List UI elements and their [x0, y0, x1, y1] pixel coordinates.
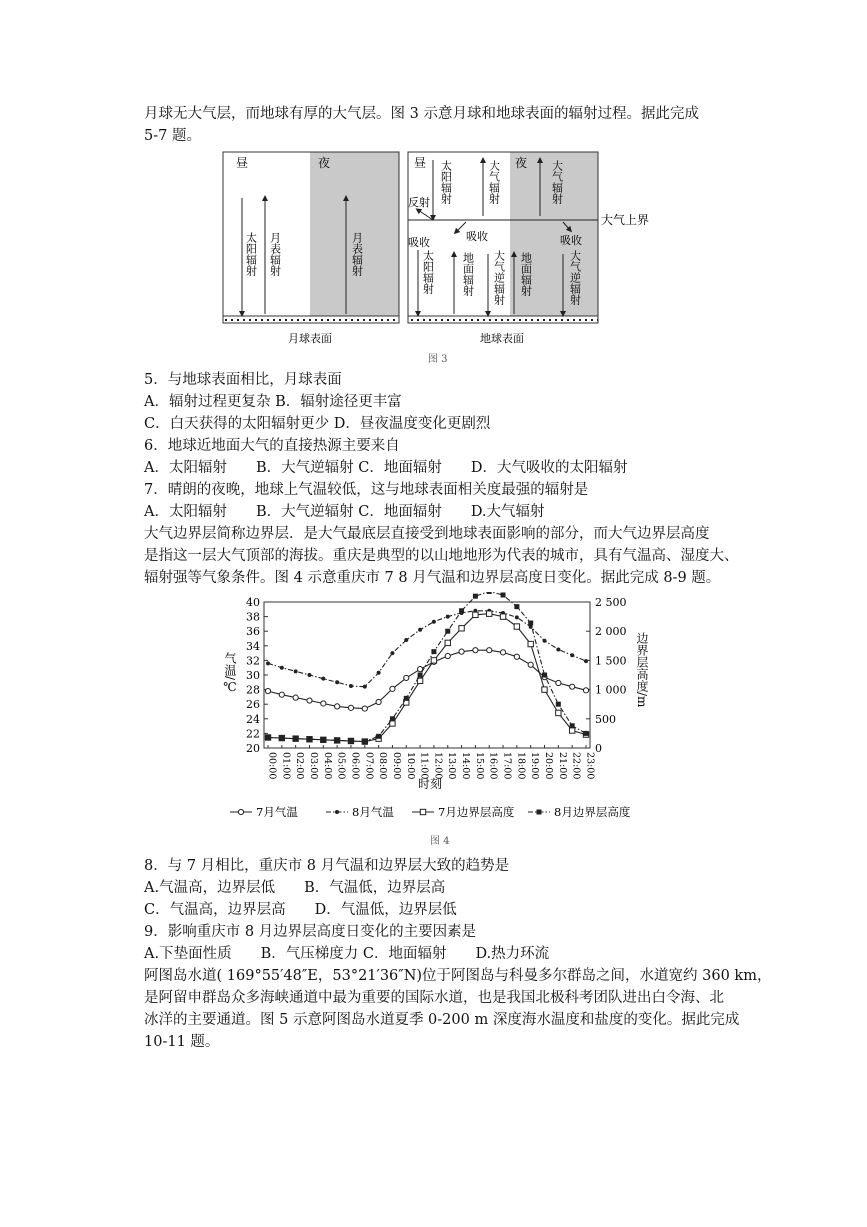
y-tick-label: 34: [246, 639, 260, 653]
series-line-2: [268, 614, 586, 742]
y2-tick-label: 1 500: [595, 654, 627, 668]
data-point: [500, 650, 505, 655]
y-tick-label: 24: [246, 712, 260, 726]
x-tick-label: 23:00: [584, 752, 596, 780]
y-tick-label: 38: [246, 610, 260, 624]
data-point: [377, 671, 381, 675]
y-tick-label: 28: [246, 683, 260, 697]
y-tick-label: 40: [246, 596, 260, 609]
data-point: [390, 651, 394, 655]
data-point: [390, 686, 395, 691]
data-point: [431, 658, 436, 663]
figure-3-radiation-diagram: [218, 150, 658, 365]
solar-low-label: 太阳辐射: [421, 250, 435, 294]
data-point: [556, 680, 561, 685]
data-point: [404, 675, 409, 680]
x-tick-label: 20:00: [543, 752, 555, 780]
question-9-options: A.下垫面性质 B．气压梯度力 C．地面辐射 D.热力环流: [144, 946, 550, 962]
question-5-options-ab: A．辐射过程更复杂 B．辐射途径更丰富: [144, 394, 402, 410]
x-tick-label: 19:00: [529, 752, 541, 780]
data-point: [307, 673, 311, 677]
data-point: [459, 626, 464, 631]
reflect-label: 反射: [408, 196, 430, 209]
x-axis-label: 时刻: [418, 777, 443, 791]
data-point: [473, 612, 478, 617]
data-point: [335, 738, 340, 743]
x-tick-label: 16:00: [487, 752, 499, 780]
figure-4-line-chart: [222, 592, 662, 850]
data-point: [362, 706, 367, 711]
moon-surface-rad-night-label: 月表辐射: [350, 232, 364, 276]
data-point: [459, 608, 464, 613]
data-point: [570, 653, 574, 657]
data-point: [487, 648, 492, 653]
data-point: [528, 662, 533, 667]
x-tick-label: 15:00: [473, 752, 485, 780]
data-point: [514, 604, 519, 609]
figure-4-caption: 图 4: [430, 836, 450, 847]
atm-top-label: 大气上界: [601, 213, 650, 227]
x-tick-label: 02:00: [294, 752, 306, 780]
question-7-options: A．太阳辐射 B．大气逆辐射 C．地面辐射 D.大气辐射: [144, 504, 545, 520]
data-point: [500, 614, 505, 619]
absorb-label-2: 吸收: [466, 230, 488, 243]
plot-frame: [264, 602, 590, 748]
legend-label: 8月边界层高度: [554, 805, 631, 819]
y-axis-label: 气温/℃: [223, 652, 237, 695]
legend-label: 7月气温: [256, 805, 298, 819]
counter-day-label: 大气逆辐射: [492, 250, 506, 305]
earth-atm-rad-night-label: 大气辐射: [550, 160, 564, 204]
data-point: [266, 661, 270, 665]
data-point: [265, 688, 270, 693]
data-point: [279, 692, 284, 697]
question-7-stem: 7．晴朗的夜晚，地球上气温较低，这与地球表面相关度最强的辐射是: [144, 482, 589, 498]
data-point: [362, 739, 367, 744]
absorb-label-1: 吸收: [408, 236, 430, 249]
data-point: [390, 716, 395, 721]
data-point: [348, 738, 353, 743]
data-point: [501, 592, 506, 597]
data-point: [294, 669, 298, 673]
series-line-3: [268, 592, 586, 742]
earth-surface-label: 地球表面: [480, 332, 524, 345]
moon-solar-label: 太阳辐射: [244, 232, 258, 276]
question-5-options-cd: C．白天获得的太阳辐射更少 D．昼夜温度变化更剧烈: [144, 416, 491, 432]
intro-text-line: 10-11 题。: [144, 1034, 220, 1050]
y2-axis-label: 边界层高度/m: [635, 632, 649, 708]
y2-tick-label: 2 000: [595, 625, 627, 639]
moon-surface-rad-day-label: 月表辐射: [268, 232, 282, 276]
data-point: [335, 680, 339, 684]
legend-marker: [238, 809, 243, 814]
question-6-stem: 6．地球近地面大气的直接热源主要来自: [144, 438, 400, 454]
intro-text-line: 阿图岛水道( 169°55′48″E，53°21′36″N)位于阿图岛与科曼多尔群岛之间，水道宽约 360 km，: [144, 968, 772, 984]
data-point: [445, 653, 450, 658]
data-point: [349, 684, 353, 688]
legend-marker: [420, 809, 425, 814]
y2-tick-label: 0: [595, 742, 602, 755]
y2-tick-label: 2 500: [595, 596, 627, 609]
data-point: [556, 710, 561, 715]
data-point: [556, 702, 561, 707]
data-point: [446, 615, 450, 619]
data-point: [376, 699, 381, 704]
x-tick-label: 21:00: [556, 752, 568, 780]
moon-surface-label: 月球表面: [288, 332, 332, 345]
x-tick-label: 11:00: [418, 752, 430, 780]
data-point: [583, 688, 588, 693]
absorb-label-3: 吸收: [560, 234, 582, 247]
earth-solar-label: 太阳辐射: [439, 160, 453, 204]
data-point: [445, 629, 450, 634]
data-point: [459, 649, 464, 654]
x-tick-label: 12:00: [432, 752, 444, 780]
data-point: [266, 735, 271, 740]
data-point: [473, 594, 478, 599]
counter-night-label: 大气逆辐射: [568, 250, 582, 305]
data-point: [404, 696, 409, 701]
data-point: [432, 620, 436, 624]
legend-label: 8月气温: [352, 805, 394, 819]
ground-rad-night-label: 地面辐射: [519, 252, 533, 296]
x-tick-label: 10:00: [404, 752, 416, 780]
x-tick-label: 05:00: [335, 752, 347, 780]
x-tick-label: 22:00: [570, 752, 582, 780]
intro-text-line: 是指这一层大气顶部的海拔。重庆是典型的以山地地形为代表的城市，具有气温高、湿度大、: [144, 548, 739, 564]
data-point: [514, 654, 519, 659]
data-point: [584, 731, 589, 736]
data-point: [542, 687, 547, 692]
data-point: [293, 695, 298, 700]
question-8-stem: 8．与 7 月相比，重庆市 8 月气温和边界层大致的趋势是: [144, 858, 510, 874]
x-tick-label: 01:00: [280, 752, 292, 780]
data-point: [473, 648, 478, 653]
y-tick-label: 32: [246, 654, 260, 668]
data-point: [280, 666, 284, 670]
data-point: [335, 704, 340, 709]
moon-night-label: 夜: [318, 156, 331, 170]
legend-label: 7月边界层高度: [438, 805, 515, 819]
data-point: [570, 723, 575, 728]
data-point: [418, 673, 423, 678]
y-tick-label: 36: [246, 625, 260, 639]
data-point: [569, 728, 574, 733]
intro-text-line: 大气边界层简称边界层．是大气最底层直接受到地球表面影响的部分，而大气边界层高度: [144, 526, 710, 542]
data-point: [431, 649, 436, 654]
series-line-1: [268, 611, 586, 687]
data-point: [363, 685, 367, 689]
data-point: [515, 615, 519, 619]
data-point: [307, 698, 312, 703]
earth-day-label: 昼: [414, 156, 427, 170]
question-6-options: A．太阳辐射 B．大气逆辐射 C．地面辐射 D．大气吸收的太阳辐射: [144, 460, 628, 476]
data-point: [404, 638, 408, 642]
x-tick-label: 08:00: [377, 752, 389, 780]
intro-text-line: 冰洋的主要通道。图 5 示意阿图岛水道夏季 0-200 m 深度海水温度和盐度的变化。据此完成: [144, 1012, 740, 1028]
x-tick-label: 09:00: [390, 752, 402, 780]
legend-marker: [537, 810, 542, 815]
x-tick-label: 06:00: [349, 752, 361, 780]
y-tick-label: 20: [246, 742, 260, 755]
data-point: [321, 701, 326, 706]
x-tick-label: 04:00: [321, 752, 333, 780]
data-point: [514, 624, 519, 629]
series-line-0: [268, 650, 586, 708]
y-tick-label: 22: [246, 727, 260, 741]
earth-night-label: 夜: [515, 156, 528, 170]
legend-marker: [335, 810, 339, 814]
x-tick-label: 00:00: [266, 752, 278, 780]
figure-3-caption: 图 3: [428, 354, 448, 365]
data-point: [376, 734, 381, 739]
question-8-options-ab: A.气温高，边界层低 B．气温低，边界层高: [144, 880, 446, 896]
data-point: [542, 673, 547, 678]
x-tick-label: 17:00: [501, 752, 513, 780]
x-tick-label: 13:00: [446, 752, 458, 780]
data-point: [487, 592, 492, 594]
x-tick-label: 18:00: [515, 752, 527, 780]
data-point: [570, 684, 575, 689]
data-point: [584, 659, 588, 663]
data-point: [321, 677, 325, 681]
intro-text-line: 5-7 题。: [144, 128, 201, 144]
intro-text-line: 辐射强等气象条件。图 4 示意重庆市 7 8 月气温和边界层高度日变化。据此完成 8-9 题。: [144, 570, 721, 586]
x-tick-label: 14:00: [460, 752, 472, 780]
data-point: [321, 737, 326, 742]
x-tick-label: 07:00: [363, 752, 375, 780]
question-8-options-cd: C．气温高，边界层高 D．气温低，边界层低: [144, 902, 457, 918]
y-tick-label: 26: [246, 698, 260, 712]
y2-tick-label: 500: [595, 712, 616, 726]
data-point: [418, 628, 422, 632]
data-point: [543, 639, 547, 643]
question-5-stem: 5．与地球表面相比，月球表面: [144, 372, 342, 388]
earth-atm-rad-day-label: 大气辐射: [487, 160, 501, 204]
data-point: [556, 647, 560, 651]
data-point: [487, 611, 492, 616]
data-point: [307, 737, 312, 742]
data-point: [528, 641, 533, 646]
data-point: [293, 736, 298, 741]
moon-day-label: 昼: [236, 156, 249, 170]
question-9-stem: 9．影响重庆市 8 月边界层高度日变化的主要因素是: [144, 924, 477, 940]
data-point: [279, 736, 284, 741]
x-tick-label: 03:00: [307, 752, 319, 780]
intro-text-line: 月球无大气层，而地球有厚的大气层。图 3 示意月球和地球表面的辐射过程。据此完成: [144, 106, 699, 122]
ground-rad-day-label: 地面辐射: [461, 252, 475, 296]
data-point: [528, 621, 533, 626]
y-tick-label: 30: [246, 669, 260, 682]
y2-tick-label: 1 000: [595, 683, 627, 697]
intro-text-line: 是阿留申群岛众多海峡通道中最为重要的国际水道，也是我国北极科考团队进出白令海、北: [144, 990, 724, 1006]
data-point: [445, 640, 450, 645]
data-point: [348, 705, 353, 710]
